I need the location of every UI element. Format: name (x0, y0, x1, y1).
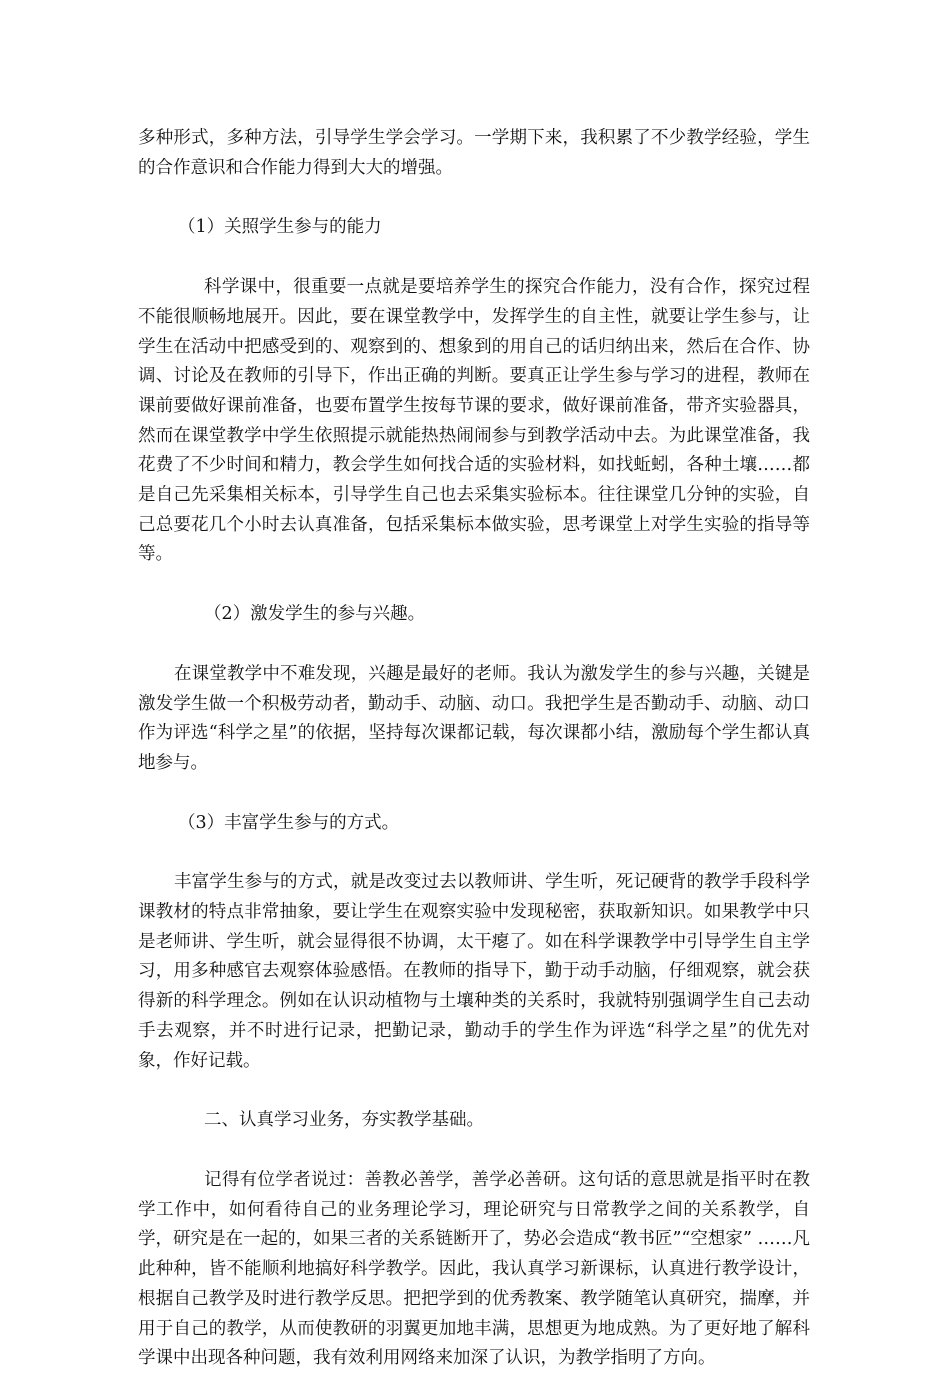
body-paragraph-1: 科学课中，很重要一点就是要培养学生的探究合作能力，没有合作，探究过程不能很顺畅地展开。因此，要在课堂教学中，发挥学生的自主性，就要让学生参与，让学生在活动中把感受到的、观察到的、想象到的用自己的话归纳出来，然后在合作、协调、讨论及在教师的引导下，作出正确的判断。要真正让学生参与学习的进程，教师在课前要做好课前准备，也要布置学生按每节课的要求，做好课前准备，带齐实验器具，然而在课堂教学中学生依照提示就能热热闹闹参与到教学活动中去。为此课堂准备，我花费了不少时间和精力，教会学生如何找合适的实验材料，如找蚯蚓，各种土壤……都是自己先采集相关标本，引导学生自己也去采集实验标本。往往课堂几分钟的实验，自己总要花几个小时去认真准备，包括采集标本做实验，思考课堂上对学生实验的指导等等。 (138, 277, 810, 565)
section-heading-2: （2）激发学生的参与兴趣。 (204, 604, 426, 625)
spacer (138, 183, 810, 213)
body-paragraph-2: 在课堂教学中不难发现，兴趣是最好的老师。我认为激发学生的参与兴趣，关键是激发学生做一个积极劳动者，勤动手、动脑、动口。我把学生是否勤动手、动脑、动口作为评选“科学之星”的依据，坚持每次课都记载，每次课都小结，激励每个学生都认真地参与。 (138, 663, 810, 773)
body-paragraph-3: 丰富学生参与的方式，就是改变过去以教师讲、学生听，死记硬背的教学手段科学课教材的特点非常抽象，要让学生在观察实验中发现秘密，获取新知识。如果教学中只是老师讲、学生听，就会显得很不协调，太干瘪了。如在科学课教学中引导学生自主学习，用多种感官去观察体验感悟。在教师的指导下，勤于动手动脑，仔细观察，就会获得新的科学理念。例如在认识动植物与土壤种类的关系时，我就特别强调学生自己去动手去观察，并不时进行记录，把勤记录，勤动手的学生作为评选“科学之星”的优先对象，作好记载。 (138, 872, 810, 1071)
section-heading-3: （3）丰富学生参与的方式。 (178, 812, 400, 833)
document-page (138, 124, 810, 1374)
spacer (138, 779, 810, 809)
spacer (138, 570, 810, 600)
spacer (138, 838, 810, 868)
body-paragraph-4: 记得有位学者说过：善教必善学，善学必善研。这句话的意思就是指平时在教学工作中，如何看待自己的业务理论学习，理论研究与日常教学之间的关系教学，自学，研究是在一起的，如果三者的关系链断开了，势必会造成“教书匠”“空想家” ……凡此种种，皆不能顺利地搞好科学教学。因此，我认真学习新课标，认真进行教学设计，根据自己教学及时进行教学反思。把把学到的优秀教案、教学随笔认真研究，揣摩，并用于自己的教学，从而使教研的羽翼更加地丰满，思想更为地成熟。为了更好地了解科学课中出现各种问题，我有效利用网络来加深了认识，为教学指明了方向。 (138, 1169, 810, 1369)
intro-paragraph: 多种形式，多种方法，引导学生学会学习。一学期下来，我积累了不少教学经验，学生的合作意识和合作能力得到大大的增强。 (138, 128, 810, 178)
spacer (138, 630, 810, 660)
section-heading-4: 二、认真学习业务，夯实教学基础。 (204, 1110, 484, 1131)
section-heading-1: （1）关照学生参与的能力 (178, 217, 382, 238)
spacer (138, 243, 810, 273)
spacer (138, 1136, 810, 1166)
spacer (138, 1076, 810, 1106)
